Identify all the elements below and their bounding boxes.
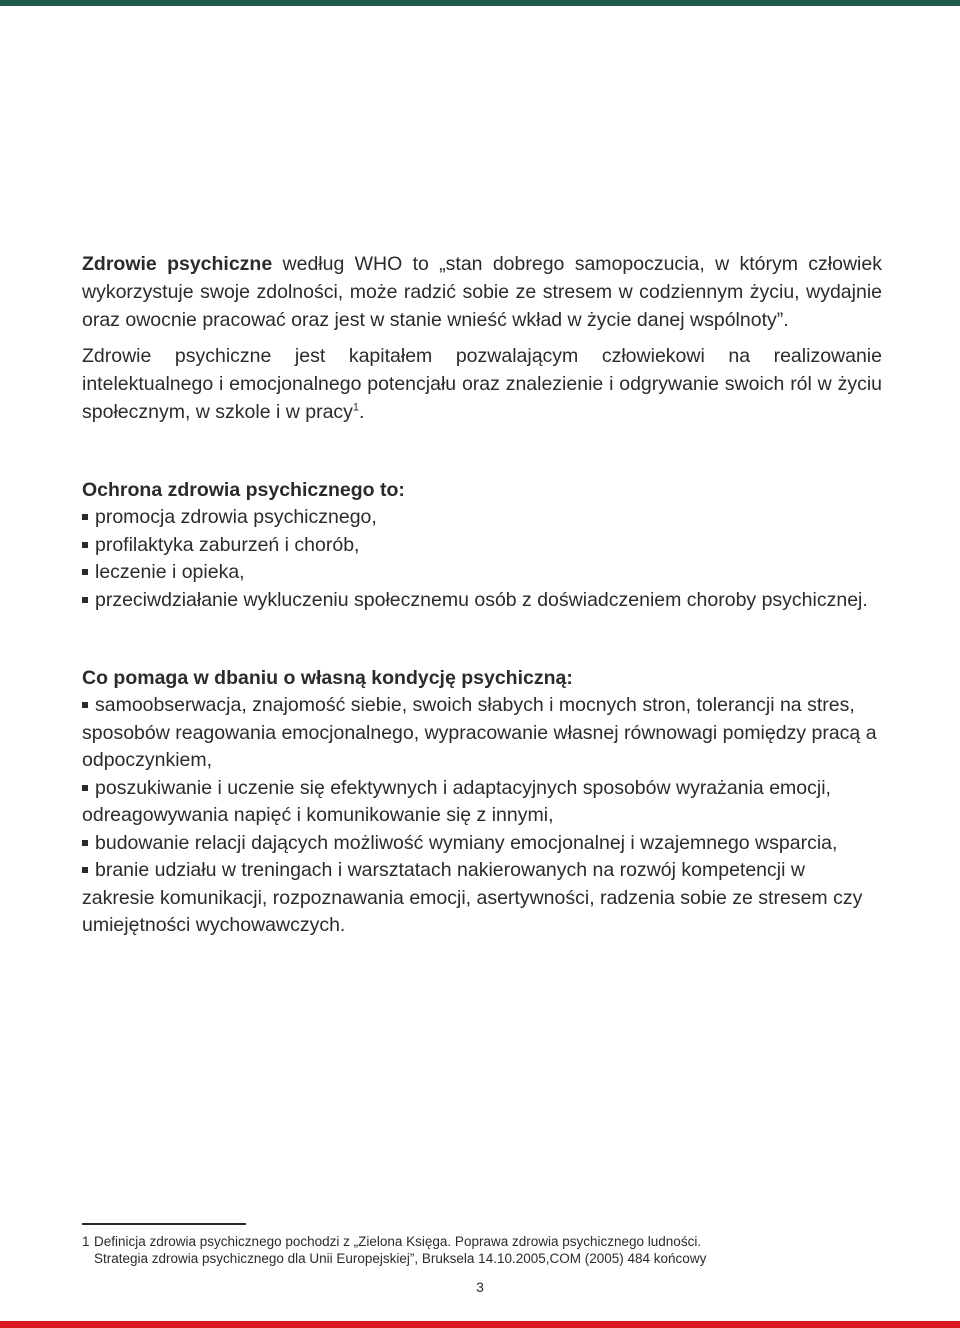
intro-text: według WHO to „stan dobrego samopoczucia, w którym człowiek wykorzystuje swoje zdolności, może radzić sobie ze stresem w codziennym życiu, wydajnie oraz owocnie pracować oraz jest w stanie wnieść wkład w życie danej wspólnoty”. (82, 253, 882, 331)
bottom-color-bar (0, 1321, 960, 1328)
footnote-line-1: Definicja zdrowia psychicznego pochodzi z „Zielona Księga. Poprawa zdrowia psychicznego ludności. (94, 1234, 702, 1249)
protection-section (82, 476, 882, 614)
square-bullet-icon (82, 514, 88, 520)
square-bullet-icon (82, 702, 88, 708)
list-item: budowanie relacji dających możliwość wymiany emocjonalnej i wzajemnego wsparcia, (82, 830, 882, 858)
page-content (82, 250, 882, 940)
footnote-line-2: Strategia zdrowia psychicznego dla Unii Europejskiej”, Bruksela 14.10.2005,COM (2005) 484 końcowy (94, 1251, 707, 1266)
square-bullet-icon (82, 569, 88, 575)
page-number: 3 (476, 1279, 484, 1295)
list-item: leczenie i opieka, (82, 559, 882, 587)
selfcare-list (82, 692, 882, 940)
list-item: profilaktyka zaburzeń i chorób, (82, 532, 882, 560)
list-item: poszukiwanie i uczenie się efektywnych i adaptacyjnych sposobów wyrażania emocji, odreagowywania napięć i komunikowanie się z innymi, (82, 776, 831, 826)
footnote-text (94, 1233, 902, 1267)
square-bullet-icon (82, 542, 88, 548)
list-item: samoobserwacja, znajomość siebie, swoich słabych i mocnych stron, tolerancji na stres, sposobów reagowania emocjonalnego, wypracowanie własnej równowagi pomiędzy pracą a odpoczynkiem, (82, 694, 877, 771)
square-bullet-icon (82, 597, 88, 603)
capital-text: Zdrowie psychiczne jest kapitałem pozwalającym człowiekowi na realizowanie intelektualnego i emocjonalnego potencjału oraz znalezienie i odgrywanie swoich ról w życiu społecznym, w szkole i w pracy (82, 345, 882, 423)
list-item: promocja zdrowia psychicznego, (82, 504, 882, 532)
capital-paragraph (82, 342, 882, 426)
list-item: przeciwdziałanie wykluczeniu społecznemu osób z doświadczeniem choroby psychicznej. (82, 587, 882, 615)
square-bullet-icon (82, 867, 88, 873)
footnote (82, 1233, 902, 1267)
capital-end: . (359, 401, 365, 423)
selfcare-heading: Co pomaga w dbaniu o własną kondycję psychiczną: (82, 667, 573, 689)
protection-list (82, 504, 882, 614)
intro-paragraph (82, 250, 882, 334)
footnote-divider (82, 1223, 246, 1225)
square-bullet-icon (82, 785, 88, 791)
list-item: branie udziału w treningach i warsztatach nakierowanych na rozwój kompetencji w zakresie komunikacji, rozpoznawania emocji, asertywności, radzenia sobie ze stresem czy umiejętności wychowawczych. (82, 859, 863, 936)
footnote-number: 1 (82, 1234, 90, 1249)
selfcare-section (82, 664, 882, 940)
footnote-reference[interactable]: 1 (352, 401, 360, 414)
top-color-bar (0, 0, 960, 6)
square-bullet-icon (82, 840, 88, 846)
intro-lead: Zdrowie psychiczne (82, 253, 273, 275)
protection-heading: Ochrona zdrowia psychicznego to: (82, 479, 405, 501)
